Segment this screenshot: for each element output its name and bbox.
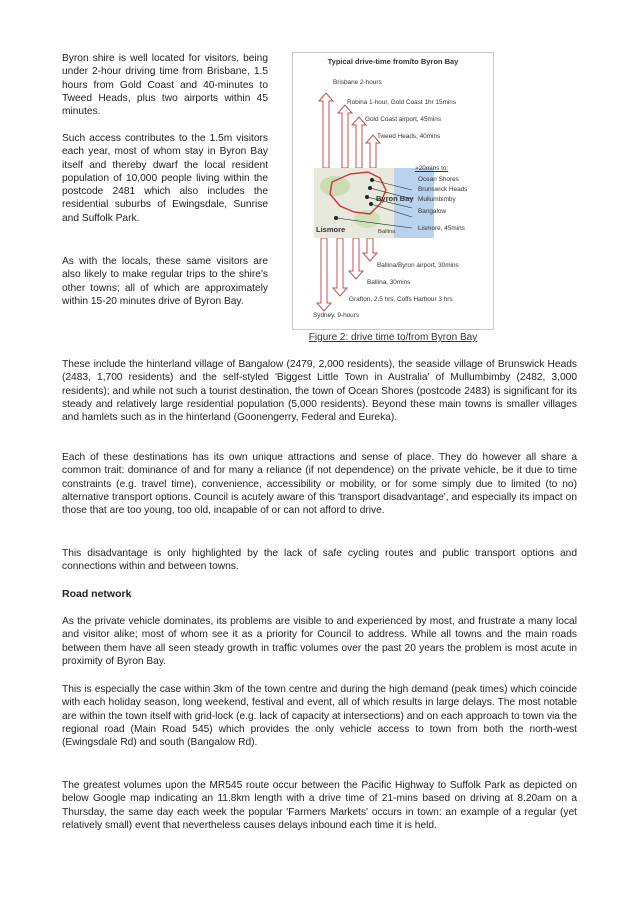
section-heading-road-network: Road network bbox=[62, 588, 132, 600]
label-bangalow: Bangalow bbox=[418, 208, 447, 215]
drive-time-figure bbox=[292, 52, 494, 330]
label-grafton: Grafton, 2.5 hrs, Coffs Harbour 3 hrs bbox=[349, 296, 453, 303]
label-brunswick-heads: Brunswick Heads bbox=[418, 186, 468, 193]
label-robina: Robina 1-hour, Gold Coast 1hr 15mins bbox=[347, 99, 457, 106]
map-label-byron-bay: Byron Bay bbox=[376, 194, 414, 203]
figure-title: Typical drive-time from/to Byron Bay bbox=[327, 57, 459, 66]
paragraph-peak-times: This is especially the case within 3km of the town centre and during the high demand (peak times) which coincide with each holiday season, long weekend, festival and event, all of which results in large delays. The most notable are within the town itself with grid-lock (e.g. lack of capacity at intersections) and on each approach to town via the regional road (Main Road 545) which provides the only vehicle access to town from both the north-west (Ewingsdale Rd) and south (Bangalow Rd). bbox=[62, 684, 577, 749]
figure-caption: Figure 2: drive time to/from Byron Bay bbox=[308, 332, 478, 343]
label-ballina-airport: Ballina/Byron airport, 30mins bbox=[377, 262, 459, 269]
label-ballina: Ballina, 30mins bbox=[367, 279, 411, 286]
label-brisbane: Brisbane 2-hours bbox=[333, 79, 382, 86]
map-label-ballina: Ballina bbox=[378, 229, 396, 235]
label-lismore-time: Lismore, 45mins bbox=[418, 225, 465, 232]
map-label-lismore: Lismore bbox=[316, 225, 346, 234]
label-ocean-shores: Ocean Shores bbox=[418, 176, 459, 183]
arrow-south-grafton bbox=[333, 238, 347, 296]
arrow-north-robina bbox=[338, 105, 352, 168]
paragraph-towns: These include the hinterland village of Bangalow (2479, 2,000 residents), the seaside village of Brunswick Heads (2483, 1,700 residents) and the self-styled 'Biggest Little Town in Australia' of Mullumbimby (2482, 3,000 residents); and while not such a tourist destination, the town of Ocean Shores (postcode 2483) is significant for its steady and relatively large residential population (5,000 residents). Beyond these main towns is smaller villages and hamlets such as in the hinterland (Goonengerry, Federal and Eureka). bbox=[62, 359, 577, 424]
label-mullumbimby: Mullumbimby bbox=[418, 196, 456, 203]
arrow-north-brisbane bbox=[319, 93, 333, 168]
paragraph-destinations: Each of these destinations has its own unique attractions and sense of place. They do however all share a common trait: dominance of and for many a reliance (if not dependence) on the private vehicle, be it due to time constraints (e.g. travel time), convenience, accessibility or mobility, or for some simply due to limited (to no) alternative transport options. Council is acutely aware of this 'transport disadvantage', and especially its impact on those that are too young, too old, incapable of or can not afford to drive. bbox=[62, 452, 577, 517]
region-map bbox=[314, 168, 434, 238]
arrow-north-gold-coast-airport bbox=[352, 117, 366, 168]
near-towns-heading: >20mins to: bbox=[415, 165, 449, 172]
arrow-south-airport bbox=[363, 238, 377, 261]
intro-paragraph-3: As with the locals, these same visitors are also likely to make regular trips to the shire's other towns; all of which are approximately within 15-20 minutes drive of Byron Bay. bbox=[62, 256, 268, 307]
intro-paragraph-1: Byron shire is well located for visitors, being under 2-hour driving time from Brisbane, 1.5 hours from Gold Coast and 40-minutes to Tweed Heads, plus two airports within 45 minutes. bbox=[62, 53, 268, 118]
label-gold-coast-airport: Gold Coast airport, 45mins bbox=[365, 116, 442, 123]
paragraph-disadvantage: This disadvantage is only highlighted by the lack of safe cycling routes and public transport options and connections within and between towns. bbox=[62, 548, 577, 573]
paragraph-road-network: As the private vehicle dominates, its problems are visible to and experienced by most, and frustrate a many local and visitor alike; most of whom see it as a priority for Council to address. While all towns and the main roads between them have all seen steady growth in traffic volumes over the past 20 years the problem is most acute in proximity of Byron Bay. bbox=[62, 616, 577, 667]
intro-paragraph-2: Such access contributes to the 1.5m visitors each year, most of whom stay in Byron Bay itself and thereby dwarf the local resident population of 10,000 people living within the postcode 2481 which also includes the residential suburbs of Ewingsdale, Sunrise and Suffolk Park. bbox=[62, 133, 268, 224]
arrow-south-sydney bbox=[317, 238, 331, 311]
label-sydney: Sydney, 9-hours bbox=[313, 312, 360, 319]
paragraph-mr545: The greatest volumes upon the MR545 route occur between the Pacific Highway to Suffolk Park as depicted on below Google map indicating an 11.8km length with a drive time of 21-mins based on driving at 8.20am on a Thursday, the same day each week the popular 'Farmers Markets' occurs in town: an example of a regular (yet relatively small) event that nevertheless causes delays inbound each time it is held. bbox=[62, 780, 577, 831]
label-tweed-heads: Tweed Heads, 40mins bbox=[377, 133, 441, 140]
arrow-south-ballina bbox=[349, 238, 363, 279]
